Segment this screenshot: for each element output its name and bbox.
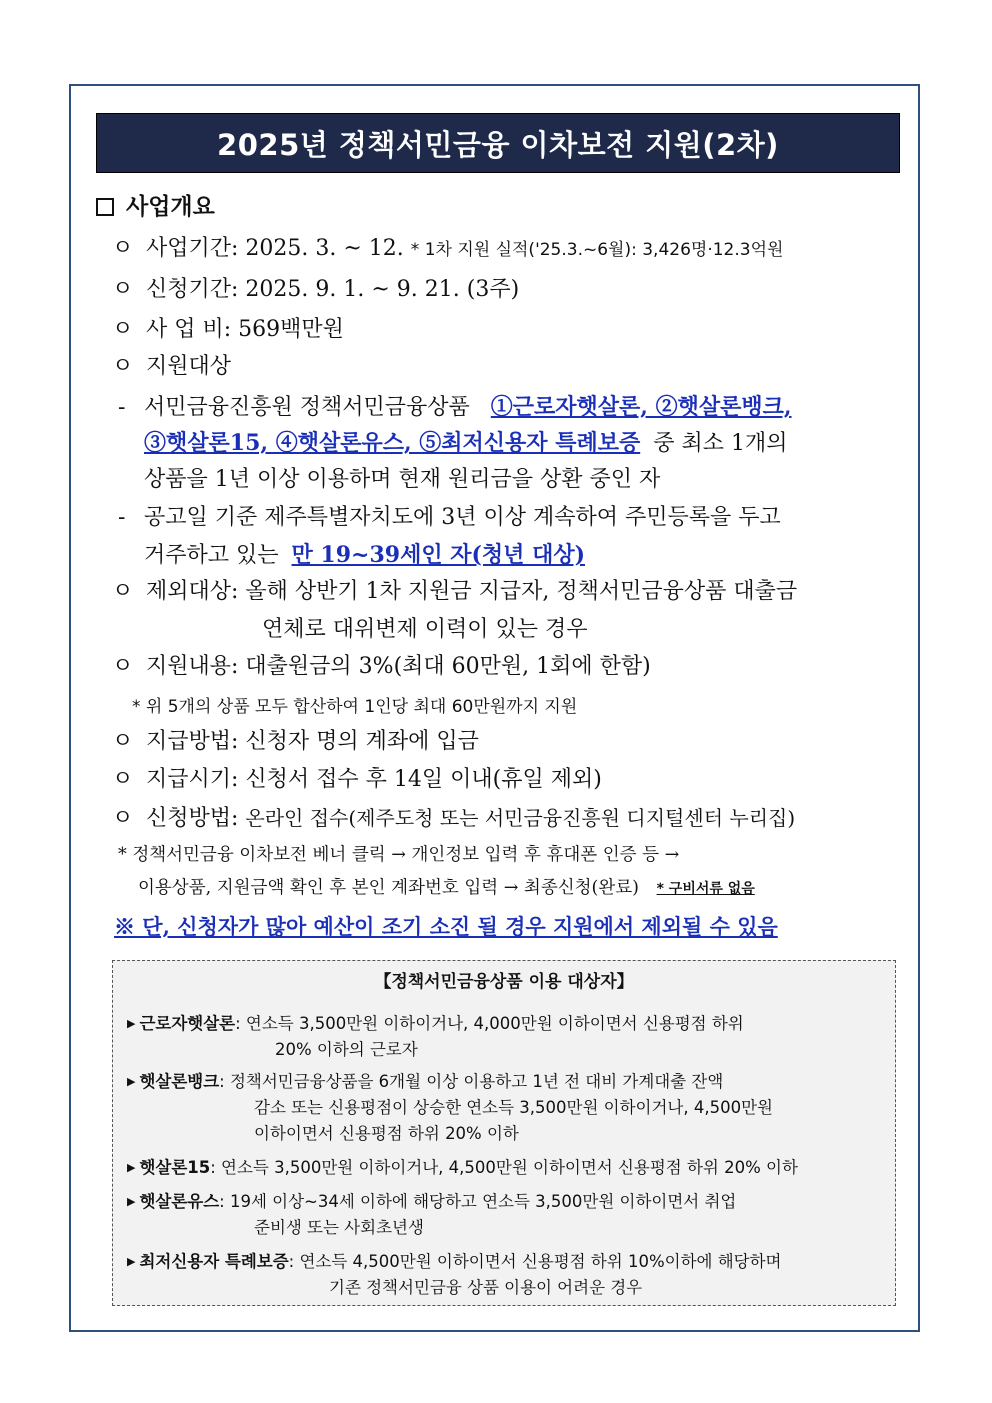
list-item-cont: 기존 정책서민금융 상품 이용이 어려운 경우	[329, 1278, 643, 1297]
excluded-row: ㅇ 제외대상: 올해 상반기 1차 지원금 지급자, 정책서민금융상품 대출금	[112, 577, 797, 607]
infobox-heading: 【정책서민금융상품 이용 대상자】	[374, 972, 634, 992]
list-item-cont: 준비생 또는 사회초년생	[254, 1218, 424, 1237]
products-list-a: ①근로자햇살론, ②햇살론뱅크,	[490, 394, 792, 420]
apply-method-note2: 이용상품, 지원금액 확인 후 본인 계좌번호 입력 → 최종신청(완료) * 구비서류 없음	[138, 878, 755, 898]
list-item: ▶ 햇살론뱅크: 정책서민금융상품을 6개월 이상 이용하고 1년 전 대비 가계대출 잔액	[127, 1069, 723, 1094]
triangle-bullet-icon: ▶	[127, 1195, 136, 1208]
list-item: ▶ 근로자햇살론: 연소득 3,500만원 이하이거나, 4,000만원 이하이면서 신용평점 하위	[127, 1011, 744, 1036]
circle-bullet-icon: ㅇ	[112, 806, 134, 831]
no-documents-note: * 구비서류 없음	[656, 881, 755, 897]
age-condition: 만 19~39세인 자(청년 대상)	[291, 542, 585, 568]
triangle-bullet-icon: ▶	[127, 1017, 136, 1030]
triangle-bullet-icon: ▶	[127, 1075, 136, 1088]
pay-method-row: ㅇ 지급방법: 신청자 명의 계좌에 입금	[112, 727, 479, 757]
target-sub1-line3: 상품을 1년 이상 이용하며 현재 원리금을 상환 중인 자	[144, 467, 661, 492]
list-item-cont: 20% 이하의 근로자	[275, 1040, 418, 1059]
section-heading: 사업개요	[96, 192, 215, 222]
target-row: ㅇ 지원대상	[112, 352, 231, 382]
circle-bullet-icon: ㅇ	[112, 317, 134, 342]
target-sub1-line2: ③햇살론15, ④햇살론유스, ⑤최저신용자 특례보증 중 최소 1개의	[144, 430, 788, 456]
circle-bullet-icon: ㅇ	[112, 236, 134, 261]
list-item-cont: 감소 또는 신용평점이 상승한 연소득 3,500만원 이하이거나, 4,500만원	[254, 1098, 773, 1117]
target-sub2-line1: - 공고일 기준 제주특별자치도에 3년 이상 계속하여 주민등록을 두고	[118, 505, 781, 530]
circle-bullet-icon: ㅇ	[112, 654, 134, 679]
period-note: * 1차 지원 실적('25.3.~6월): 3,426명·12.3억원	[410, 240, 784, 260]
list-item: ▶ 햇살론유스: 19세 이상~34세 이하에 해당하고 연소득 3,500만원 이하이면서 취업	[127, 1189, 736, 1214]
warning-note: ※ 단, 신청자가 많아 예산이 조기 소진 될 경우 지원에서 제외될 수 있음	[114, 914, 778, 939]
eligibility-infobox	[112, 960, 896, 1306]
target-sub1-line1: - 서민금융진흥원 정책서민금융상품 ①근로자햇살론, ②햇살론뱅크,	[118, 394, 792, 420]
period-row: ㅇ 사업기간: 2025. 3. ~ 12. * 1차 지원 실적('25.3.~6월): 3,426명·12.3억원	[112, 234, 783, 265]
content-note: * 위 5개의 상품 모두 합산하여 1인당 최대 60만원까지 지원	[132, 697, 578, 717]
excluded-line2: 연체로 대위변제 이력이 있는 경우	[262, 617, 588, 642]
pay-time-row: ㅇ 지급시기: 신청서 접수 후 14일 이내(휴일 제외)	[112, 765, 602, 795]
products-list-b: ③햇살론15, ④햇살론유스, ⑤최저신용자 특례보증	[144, 430, 641, 456]
content-row: ㅇ 지원내용: 대출원금의 3%(최대 60만원, 1회에 한함)	[112, 652, 651, 682]
square-bullet-icon	[96, 198, 114, 216]
page-title: 2025년 정책서민금융 이차보전 지원(2차)	[217, 127, 779, 162]
target-sub2-line2: 거주하고 있는 만 19~39세인 자(청년 대상)	[144, 542, 585, 568]
circle-bullet-icon: ㅇ	[112, 729, 134, 754]
apply-method-row: ㅇ 신청방법: 온라인 접수(제주도청 또는 서민금융진흥원 디지털센터 누리집)	[112, 803, 795, 834]
circle-bullet-icon: ㅇ	[112, 579, 134, 604]
circle-bullet-icon: ㅇ	[112, 354, 134, 379]
apply-period-row: ㅇ 신청기간: 2025. 9. 1. ~ 9. 21. (3주)	[112, 275, 519, 305]
list-item: ▶ 햇살론15: 연소득 3,500만원 이하이거나, 4,500만원 이하이면서 신용평점 하위 20% 이하	[127, 1155, 798, 1180]
list-item: ▶ 최저신용자 특례보증: 연소득 4,500만원 이하이면서 신용평점 하위 10%이하에 해당하며	[127, 1249, 781, 1274]
budget-row: ㅇ 사 업 비: 569백만원	[112, 315, 344, 345]
circle-bullet-icon: ㅇ	[112, 767, 134, 792]
list-item-cont: 이하이면서 신용평점 하위 20% 이하	[254, 1124, 519, 1143]
triangle-bullet-icon: ▶	[127, 1255, 136, 1268]
apply-method-note1: * 정책서민금융 이차보전 베너 클릭 → 개인정보 입력 후 휴대폰 인증 등 →	[118, 845, 680, 865]
title-bar	[96, 113, 900, 173]
circle-bullet-icon: ㅇ	[112, 277, 134, 302]
triangle-bullet-icon: ▶	[127, 1161, 136, 1174]
